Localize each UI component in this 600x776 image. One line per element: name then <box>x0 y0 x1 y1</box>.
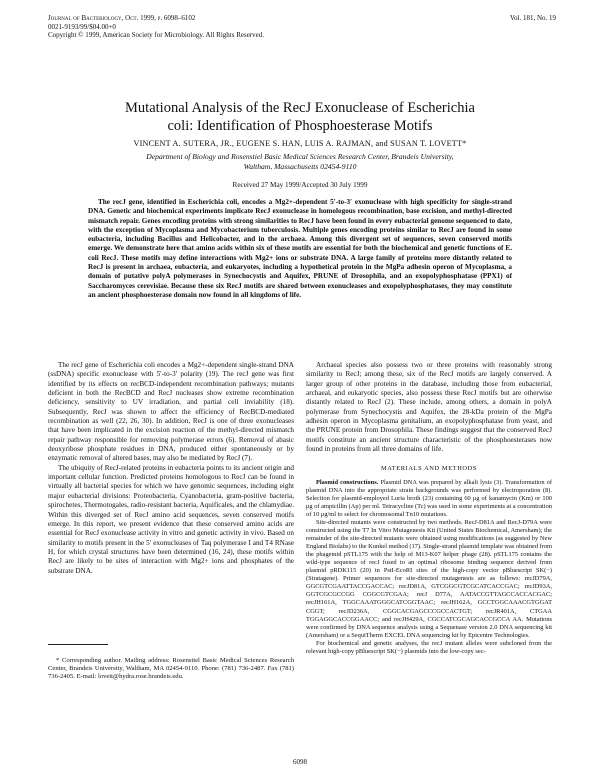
article-title <box>40 100 560 135</box>
intro-paragraph-1: The recJ gene of Escherichia coli encodes a Mg2+-dependent single-strand DNA (ssDNA) specific exonuclease with 5′-to-3′ polarity (19). The recJ gene was first identified by its effects on recBCD-independent recombination pathways; mutants deficient in both the RecBCD and RecJ nucleases show extreme recombination deficiency, sensitivity to UV irradiation, and partial cell inviability (18). Subsequently, RecJ was shown to affect the efficiency of RecBCD-mediated recombination as well (22, 26, 30). In addition, RecJ is one of three exonucleases that have been implicated in the excision reaction of the methyl-directed mismatch repair pathway responsible for removing polymerase errors (6). Removal of abasic deoxyribose phosphate residues in DNA, produced either spontaneously or by enzymatic removal of altered bases, may also be mediated by RecJ (7). <box>48 361 294 463</box>
left-column <box>48 361 294 576</box>
subsection-heading: Plasmid constructions. <box>316 478 379 486</box>
methods-paragraph-2: Site-directed mutants were constructed by two methods. RecJ-D81A and RecJ-D79A were constructed using the T7 In Vitro Mutagenesis Kit (United States Biochemical, Amersham); the remainder of the site-directed mutants were obtained using modifications (as suggested by New England Biolabs) to the Kunkel method (17). Single-strand plasmid template was obtained from the phagemid pSTL175 with the help of M13-K07 helper phage (28). pSTL175 contains the wild-type sequence of recJ fused to an optimal ribosome binding sequence derived from plasmid pRDK115 (20) in PstI-EcoRI sites of the high-copy vector pBluescript SK(−) (Stratagene). Primer sequences for site-directed mutagenesis are as follows: recJD79A, GGCGTCGAATTACCGACCAC; recJD81A, GTCGGCGTCGCATCACCGAC; recJD93A, GGTCGCGCCGG CGGCGTCGAA; recJ D77A, AATACCGTTAGCCACCACGAC; recJH161A, TGGCAAATGGGCATCGGTAAC; recJH162A, GCCTGGCAAACGTGGAT CGGT; recJD236A, CGGCACGAGCCCGCCACTGT; recJR401A, CTGAA TGGAGGCACCGGAACC; and recJH429A, CGCCATCGCAGCACCGCCA AA. Mutations were confirmed by DNA sequence analysis using a Sequenase version 2.0 DNA sequencing kit (Amersham) or a SequiTherm EXCEL DNA sequencing kit by Epicentre Technologies. <box>306 519 552 639</box>
intro-paragraph-3: Archaeal species also possess two or three proteins with reasonably strong similarity to RecJ; among these, six of the RecJ motifs are largely conserved. A larger group of other proteins in the database, including those from eubacterial, archaeal, and eukaryotic species, also possess these RecJ motifs but are otherwise distantly related to RecJ (2). These include, among others, a domain in polyA polymerase from Synechocystis and Aquifex, the 28-kDa protein of the MgPa adhesin operon in Mycoplasma genitalium, an exopolyphosphatase from yeast, and the PRUNE protein from Drosophila. These findings suggest that the conserved RecJ motifs constitute an ancient structure characteristic of the phosphoesterases now found in proteins from all three domains of life. <box>306 361 552 454</box>
methods-paragraph-1-text: Plasmid DNA was prepared by alkali lysis (3). Transformation of plasmid DNA into the appropriate strain backgrounds was performed by electroporation (8). Selection for plasmid-employed Luria broth (23) containing 60 μg of kanamycin (Km) or 100 μg of ampicillin (Ap) per ml. Tetracycline (Tc) was used in some experiments at a concentration of 10 μg/ml to select for chromosomal Tn10 mutations. <box>306 478 552 518</box>
received-dates: Received 27 May 1999/Accepted 30 July 1999 <box>232 181 368 189</box>
copyright-line: Copyright © 1999, American Society for Microbiology. All Rights Reserved. <box>48 31 265 39</box>
methods-paragraph-3: For biochemical and genetic analyses, the recJ mutant alleles were subcloned from the relevant high-copy pBluescript SK(−) plasmids into the low-copy sec- <box>306 639 552 655</box>
author-list: VINCENT A. SUTERA, JR., EUGENE S. HAN, LUIS A. RAJMAN, and SUSAN T. LOVETT* <box>133 139 467 148</box>
title-line-1: Mutational Analysis of the RecJ Exonuclease of Escherichia <box>125 100 475 116</box>
abstract: The recJ gene, identified in Escherichia coli, encodes a Mg2+-dependent 5′-to-3′ exonuclease with high specificity for single-strand DNA. Genetic and biochemical experiments implicate RecJ exonuclease in homologous recombination, base excision, and methyl-directed mismatch repair. Genes encoding proteins with strong similarities to RecJ have been found in every eubacterial genome sequenced to date, with the exception of Mycoplasma and Mycobacterium tuberculosis. Multiple genes encoding proteins similar to RecJ are found in some eubacteria, including Bacillus and Helicobacter, and in the archaea. Among this divergent set of sequences, seven conserved motifs emerge. We demonstrate here that amino acids within six of these motifs are essential for both the biochemical and genetic functions of E. coli RecJ. These motifs may define interactions with Mg2+ ions or substrate DNA. A large family of proteins more distantly related to RecJ is present in archaea, eubacteria, and eukaryotes, including a hypothetical protein in the MgPa adhesin operon of Mycoplasma, a domain of putative polyA polymerases in Synechocystis and Aquifex, PRUNE of Drosophila, and an exopolyphosphatase (PPX1) of Saccharomyces cerevisiae. Because these six RecJ motifs are shared between exonucleases and exopolyphosphatases, they may constitute an ancient phosphoesterase domain now found in all kingdoms of life. <box>88 198 512 299</box>
right-column <box>306 361 552 656</box>
affiliation-line-1: Department of Biology and Rosenstiel Basic Medical Sciences Research Center, Brandeis University, <box>146 152 454 161</box>
issn-line: 0021-9193/99/$04.00+0 <box>48 22 116 31</box>
affiliation-line-2: Waltham, Massachusetts 02454-9110 <box>243 162 357 171</box>
running-header <box>48 14 408 40</box>
section-heading: MATERIALS AND METHODS <box>380 465 478 473</box>
volume-issue: Vol. 181, No. 19 <box>509 14 556 22</box>
title-line-2: coli: Identification of Phosphoesterase Motifs <box>167 117 433 134</box>
journal-citation: Journal of Bacteriology, Oct. 1999, p. 6098–6102 <box>48 14 196 22</box>
methods-paragraph-1 <box>306 479 552 519</box>
methods-text <box>306 479 552 656</box>
footnote-divider <box>48 644 108 645</box>
affiliation <box>70 152 530 172</box>
intro-paragraph-2: The ubiquity of RecJ-related proteins in eubacteria points to its ancient origin and important cellular function. Predicted proteins homologous to RecJ can be found in virtually all bacterial species for which we have genomic sequences, including eight major eubacterial divisions: Proteobacteria, Cyanobacteria, gram-positive bacteria, spirochetes, Thermotogales, radio-resistant bacteria, Aquificales, and the chlamydiae. Within this diverged set of RecJ amino acid sequences, seven conserved motifs emerge. In this report, we present evidence that these conserved amino acids are essential for RecJ exonuclease activity in vitro and genetic activity in vivo. Based on similarity to motifs present in the 5′ exonucleases of Taq polymerase I and T4 RNase H, for which crystal structures have been determined (16, 24), these motifs within RecJ are likely to be sites of interaction with Mg2+ ions and phosphates of the substrate DNA. <box>48 463 294 575</box>
corresponding-author-footnote: * Corresponding author. Mailing address: Rosenstiel Basic Medical Sciences Research Center, Brandeis University, Waltham, MA 02454-9110. Phone: (781) 736-2487. Fax (781) 736-2405. E-mail: lovett@hydra.rose.brandeis.edu. <box>48 657 294 681</box>
page-number: 6098 <box>293 758 307 766</box>
